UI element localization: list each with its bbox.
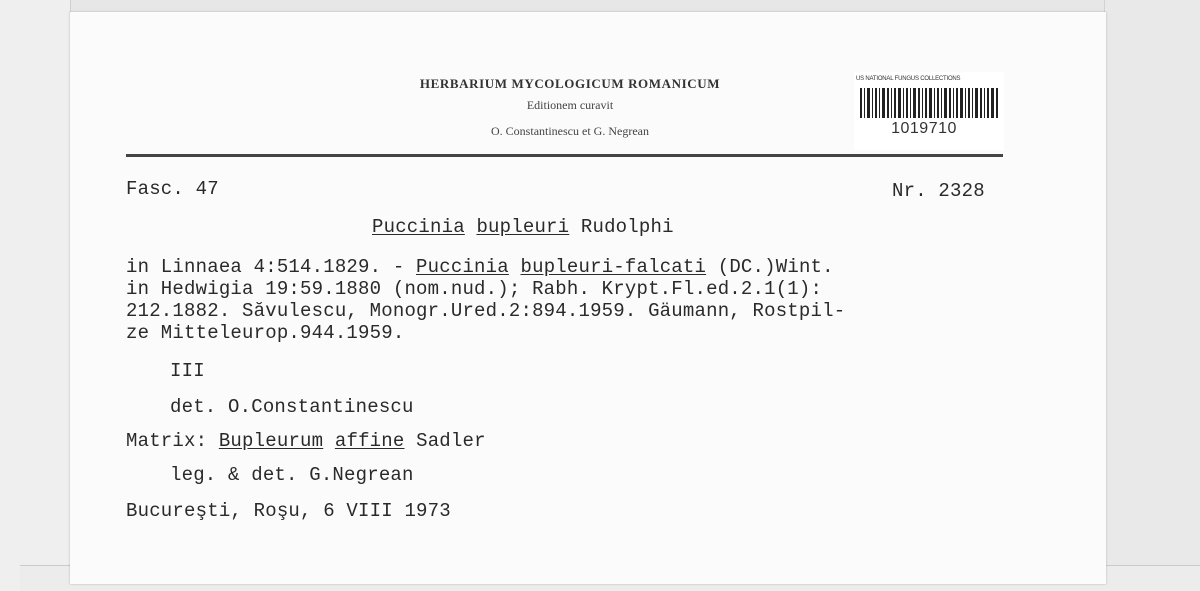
- host-genus: Bupleurum: [218, 430, 324, 452]
- background-sheet-left: [0, 0, 71, 591]
- determiner-line: det. O.Constantinescu: [170, 396, 414, 418]
- editor-subtitle: Editionem curavit: [526, 98, 614, 112]
- citation-line-3: 212.1882. Săvulescu, Monogr.Ured.2:894.1959. Gäumann, Rostpil-: [126, 300, 846, 322]
- taxon-name: [372, 216, 674, 238]
- citation-line-4: ze Mitteleurop.944.1959.: [126, 322, 405, 344]
- collector-line: leg. & det. G.Negrean: [170, 464, 414, 486]
- barcode-caption: US NATIONAL FUNGUS COLLECTIONS: [856, 76, 961, 82]
- matrix-line: [126, 430, 486, 452]
- specimen-number: Nr. 2328: [892, 180, 985, 202]
- matrix-prefix: Matrix:: [126, 430, 219, 452]
- spore-stage: III: [170, 360, 205, 382]
- herbarium-label: [70, 12, 1106, 584]
- fascicle-number: Fasc. 47: [126, 178, 219, 200]
- citation-line-1: [126, 256, 834, 278]
- citation-line-1-start: in Linnaea 4:514.1829. -: [126, 256, 417, 278]
- background-sheet-right: [1104, 0, 1200, 591]
- taxon-author: Rudolphi: [580, 216, 674, 238]
- barcode-sticker: [854, 72, 1004, 150]
- host-species: affine: [334, 430, 405, 452]
- synonym-species: bupleuri-falcati: [520, 256, 707, 278]
- taxon-species: bupleuri: [476, 216, 570, 238]
- barcode-number: 1019710: [891, 120, 957, 137]
- synonym-author: (DC.)Wint.: [706, 256, 834, 278]
- header-divider: [126, 154, 1003, 157]
- editors-line: O. Constantinescu et G. Negrean: [491, 124, 649, 138]
- citation-line-2: in Hedwigia 19:59.1880 (nom.nud.); Rabh. Krypt.Fl.ed.2.1(1):: [126, 278, 823, 300]
- barcode-icon: [860, 88, 998, 118]
- taxon-genus: Puccinia: [372, 216, 465, 238]
- locality-date-line: Bucureşti, Roşu, 6 VIII 1973: [126, 500, 451, 522]
- synonym-genus: Puccinia: [416, 256, 509, 278]
- herbarium-title: HERBARIUM MYCOLOGICUM ROMANICUM: [419, 76, 721, 91]
- host-author: Sadler: [404, 430, 486, 452]
